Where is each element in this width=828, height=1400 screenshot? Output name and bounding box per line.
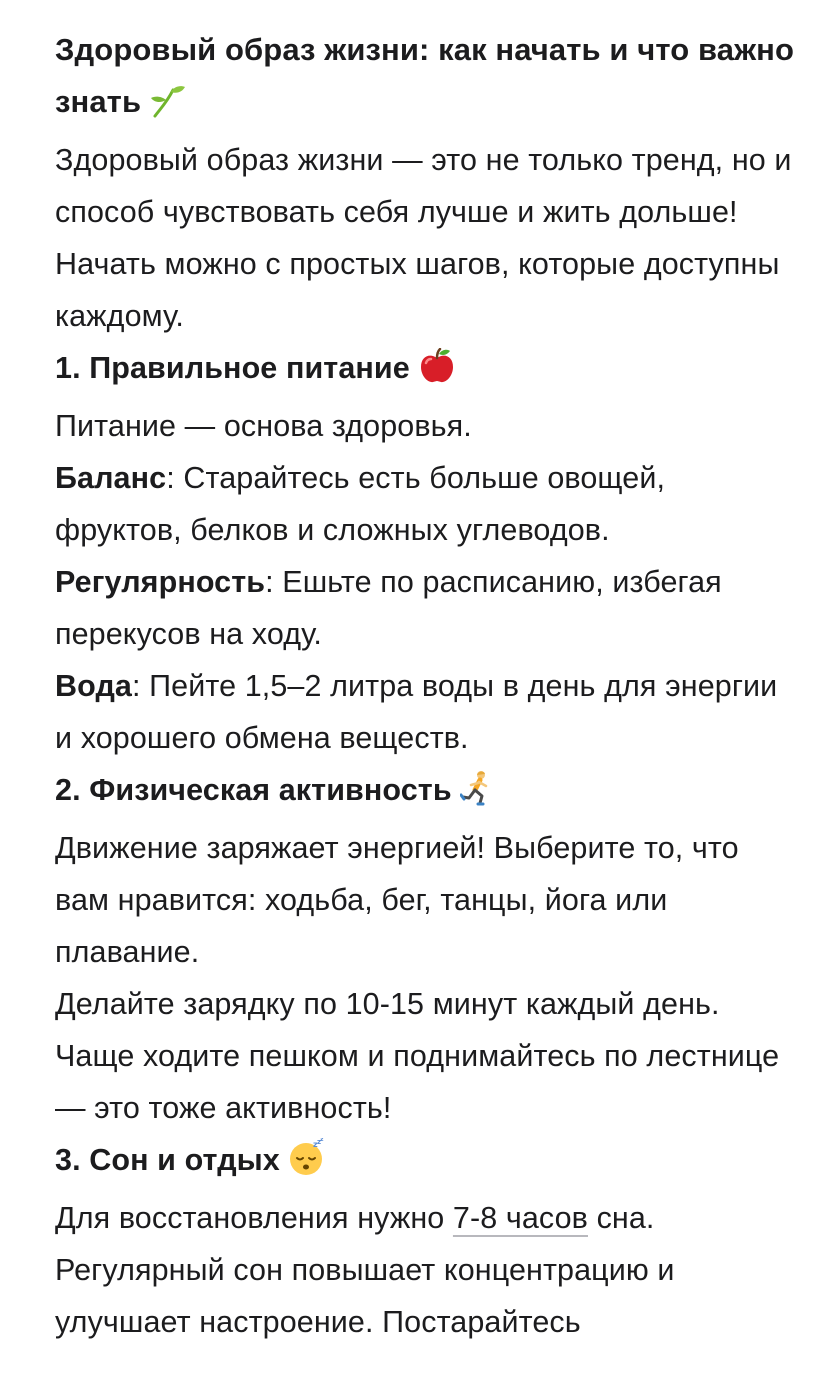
nutrition-item-balance	[55, 452, 795, 556]
term-regularity: Регулярность	[55, 565, 266, 599]
svg-text:z: z	[312, 1140, 318, 1149]
nutrition-item-regularity	[55, 556, 795, 660]
svg-text:z: z	[319, 1138, 324, 1143]
sleep-text-before: Для восстановления нужно	[55, 1201, 453, 1235]
text-water: : Пейте 1,5–2 литра воды в день для энергии и хорошего обмена веществ.	[55, 669, 778, 755]
apple-icon	[418, 348, 456, 400]
term-water: Вода	[55, 669, 132, 703]
sleep-paragraph-2: Регулярный сон повышает концентрацию и улучшает настроение. Постарайтесь	[55, 1253, 675, 1339]
nutrition-item-water	[55, 660, 795, 764]
sleep-text-after: сна.	[588, 1201, 655, 1235]
svg-text:z: z	[316, 1138, 322, 1146]
intro-paragraph: Здоровый образ жизни — это не только тренд, но и способ чувствовать себя лучше и жить дольше! Начать можно с простых шагов, которые доступны каждому.	[55, 143, 792, 333]
sleeping-face-icon	[288, 1138, 326, 1192]
term-balance: Баланс	[55, 461, 167, 495]
section-heading-activity-text: 2. Физическая активность	[55, 773, 452, 807]
activity-paragraph-1: Движение заряжает энергией! Выберите то, что вам нравится: ходьба, бег, танцы, йога или плавание.	[55, 831, 739, 969]
sleep-paragraph-1	[55, 1192, 795, 1244]
article	[55, 24, 795, 1348]
section-heading-sleep-text: 3. Сон и отдых	[55, 1143, 280, 1177]
section-heading-activity	[55, 764, 795, 822]
seedling-icon	[149, 82, 187, 134]
activity-paragraph-2: Делайте зарядку по 10-15 минут каждый день.	[55, 987, 720, 1021]
runner-icon	[460, 770, 496, 822]
nutrition-lead: Питание — основа здоровья.	[55, 409, 472, 443]
text-balance: : Старайтесь есть больше овощей, фруктов, белков и сложных углеводов.	[55, 461, 666, 547]
text-regularity: : Ешьте по расписанию, избегая перекусов на ходу.	[55, 565, 722, 651]
sleep-hours-link[interactable]: 7-8 часов	[452, 1201, 588, 1235]
section-heading-nutrition	[55, 342, 795, 400]
article-title	[55, 24, 795, 134]
article-title-text: Здоровый образ жизни: как начать и что важно знать	[55, 32, 795, 119]
activity-paragraph-3: Чаще ходите пешком и поднимайтесь по лестнице — это тоже активность!	[55, 1039, 780, 1125]
bottom-fade	[0, 1374, 828, 1400]
section-heading-nutrition-text: 1. Правильное питание	[55, 351, 410, 385]
section-heading-sleep	[55, 1134, 795, 1192]
